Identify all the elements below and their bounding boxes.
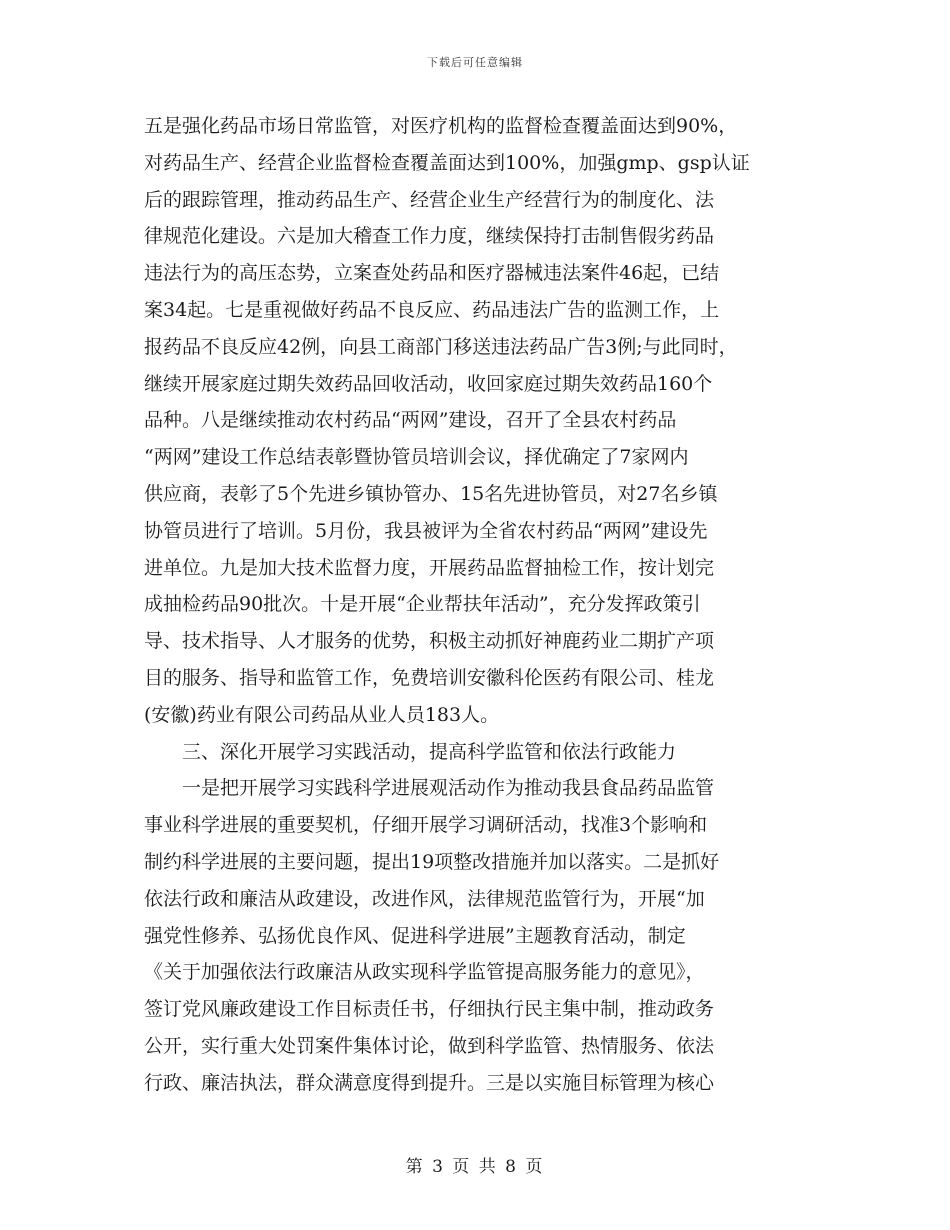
text-line: 成抽检药品90批次。十是开展“企业帮扶年活动”，充分发挥政策引	[144, 593, 701, 616]
text-line: “两网”建设工作总结表彰暨协管员培训会议，择优确定了7家网内	[144, 446, 689, 469]
text-line: 对药品生产、经营企业监督检查覆盖面达到100%，加强gmp、gsp认证	[144, 151, 750, 174]
document-body	[144, 108, 809, 1102]
section-heading: 三、深化开展学习实践活动，提高科学监管和依法行政能力	[182, 740, 677, 763]
text-line: 供应商，表彰了5个先进乡镇协管办、15名先进协管员，对27名乡镇	[144, 482, 718, 505]
text-line: 导、技术指导、人才服务的优势，积极主动抓好神鹿药业二期扩产项	[144, 630, 715, 653]
text-line: 品种。八是继续推动农村药品“两网”建设，召开了全县农村药品	[144, 409, 677, 432]
text-line: 报药品不良反应42例，向县工商部门移送违法药品广告3例;与此同时，	[144, 335, 738, 358]
text-line: 后的跟踪管理，推动药品生产、经营企业生产经营行为的制度化、法	[144, 188, 715, 211]
text-line: 强党性修养、弘扬优良作风、促进科学进展”主题教育活动，制定	[144, 924, 686, 947]
text-line: 案34起。七是重视做好药品不良反应、药品违法广告的监测工作，上	[144, 298, 720, 321]
text-line: 《关于加强依法行政廉洁从政实现科学监管提高服务能力的意见》，	[144, 961, 705, 984]
page-header-note: 下载后可任意编辑	[427, 56, 523, 69]
text-line: 进单位。九是加大技术监督力度，开展药品监督抽检工作，按计划完	[144, 556, 715, 579]
text-line: 协管员进行了培训。5月份，我县被评为全省农村药品“两网”建设先	[144, 519, 708, 542]
text-line: 制约科学进展的主要问题，提出19项整改措施并加以落实。二是抓好	[144, 850, 720, 873]
text-line: 五是强化药品市场日常监管，对医疗机构的监督检查覆盖面达到90%，	[144, 115, 738, 137]
text-line: 目的服务、指导和监管工作，免费培训安徽科伦医药有限公司、桂龙	[144, 666, 715, 689]
text-line: 继续开展家庭过期失效药品回收活动，收回家庭过期失效药品160个	[144, 372, 713, 395]
text-line: (安徽)药业有限公司药品从业人员183人。	[144, 703, 500, 726]
page-number-footer: 第 3 页 共 8 页	[405, 1157, 545, 1177]
text-line: 律规范化建设。六是加大稽查工作力度，继续保持打击制售假劣药品	[144, 225, 715, 248]
text-line: 违法行为的高压态势，立案查处药品和医疗器械违法案件46起，已结	[144, 262, 720, 285]
text-line: 签订党风廉政建设工作目标责任书，仔细执行民主集中制，推动政务	[144, 998, 715, 1021]
text-line: 公开，实行重大处罚案件集体讨论，做到科学监管、热情服务、依法	[144, 1034, 715, 1057]
paragraph-first-line: 一是把开展学习实践科学进展观活动作为推动我县食品药品监管	[182, 777, 715, 800]
text-line: 事业科学进展的重要契机，仔细开展学习调研活动，找准3个影响和	[144, 814, 708, 837]
text-line: 行政、廉洁执法，群众满意度得到提升。三是以实施目标管理为核心	[144, 1071, 715, 1094]
text-line: 依法行政和廉洁从政建设，改进作风，法律规范监管行为，开展“加	[144, 887, 705, 910]
